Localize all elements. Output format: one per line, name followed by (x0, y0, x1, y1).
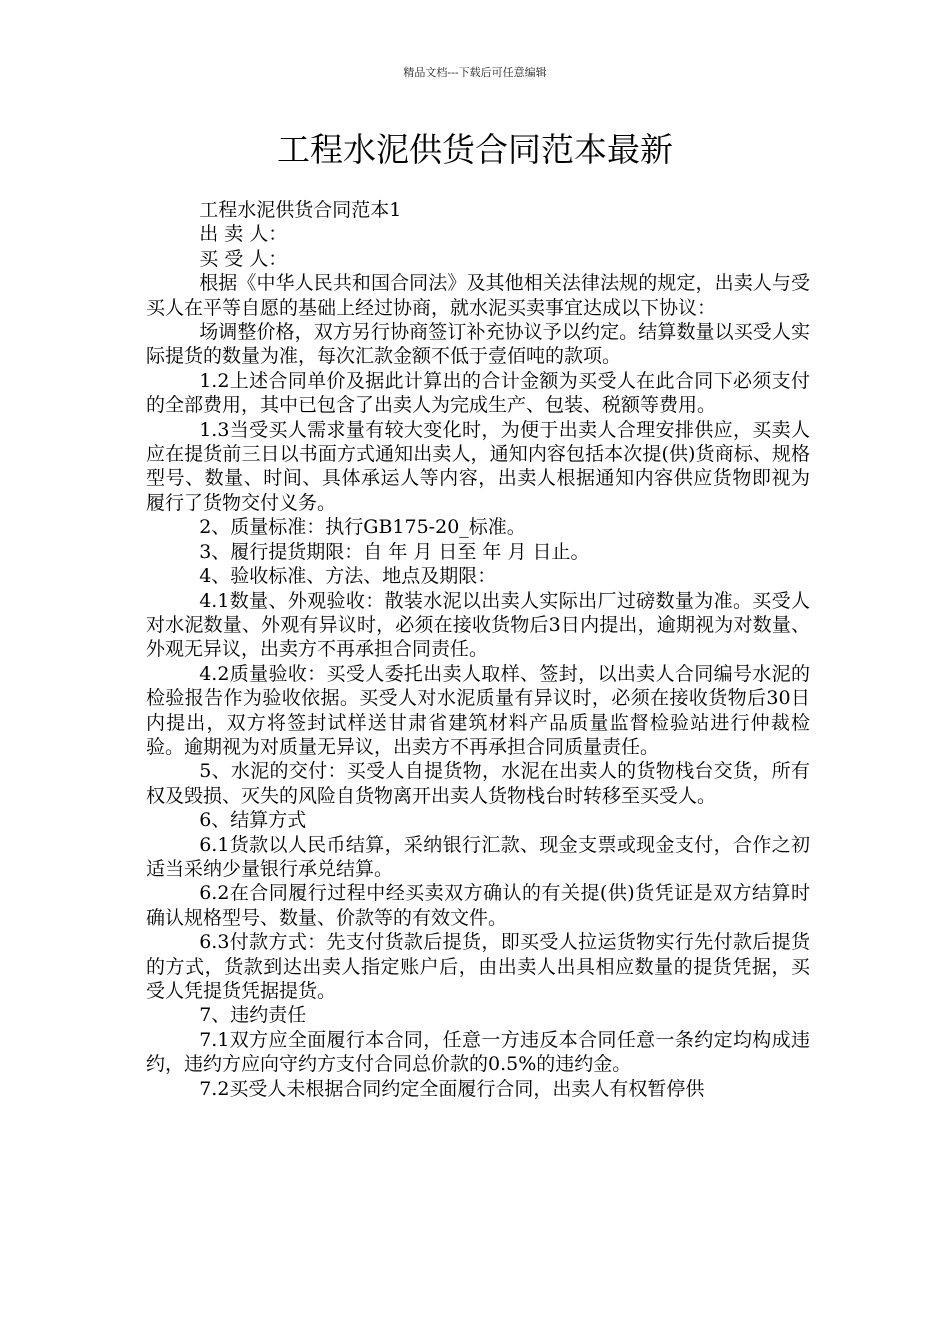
paragraph-19: 7.1双方应全面履行本合同，任意一方违反本合同任意一条约定均构成违约，违约方应向守约方支付合同总价款的0.5%的违约金。 (146, 1028, 810, 1076)
paragraph-14: 6、结算方式 (199, 809, 307, 832)
paragraph-13: 5、水泥的交付：买受人自提货物，水泥在出卖人的货物栈台交货，所有权及毁损、灭失的风险自货物离开出卖人货物栈台时转移至买受人。 (146, 760, 810, 807)
paragraph-15: 6.1货款以人民币结算，采纳银行汇款、现金支票或现金支付，合作之初适当采纳少量银行承兑结算。 (146, 833, 810, 880)
paragraph-2: 出 卖 人： (199, 223, 288, 246)
paragraph-12: 4.2质量验收：买受人委托出卖人取样、签封，以出卖人合同编号水泥的检验报告作为验收依据。买受人对水泥质量有异议时，必须在接收货物后30日内提出，双方将签封试样送甘肃省建筑材料产品质量监督检验站进行仲裁检验。逾期视为对质量无异议，出卖方不再承担合同质量责任。 (146, 662, 810, 758)
paragraph-3: 买 受 人： (199, 247, 288, 270)
document-title: 工程水泥供货合同范本最新 (277, 130, 673, 169)
paragraph-18: 7、违约责任 (199, 1004, 307, 1027)
paragraph-7: 1.3当受买人需求量有较大变化时，为便于出卖人合理安排供应，买卖人应在提货前三日以书面方式通知出卖人，通知内容包括本次提(供)货商标、规格型号、数量、时间、具体承运人等内容，出卖人根据通知内容供应货物即视为履行了货物交付义务。 (146, 418, 810, 514)
paragraph-17: 6.3付款方式：先支付货款后提货，即买受人拉运货物实行先付款后提货的方式，货款到达出卖人指定账户后，由出卖人出具相应数量的提货凭据，买受人凭提货凭据提货。 (146, 931, 810, 1002)
paragraph-6: 1.2上述合同单价及据此计算出的合计金额为买受人在此合同下必须支付的全部费用，其中已包含了出卖人为完成生产、包装、税额等费用。 (146, 369, 810, 417)
paragraph-8: 2、质量标准：执行GB175-20_标准。 (199, 516, 526, 539)
paragraph-16: 6.2在合同履行过程中经买卖双方确认的有关提(供)货凭证是双方结算时确认规格型号、数量、价款等的有效文件。 (146, 882, 810, 929)
paragraph-5: 场调整价格，双方另行协商签订补充协议予以约定。结算数量以买受人实际提货的数量为准，每次汇款金额不低于壹佰吨的款项。 (146, 321, 810, 368)
paragraph-4: 根据《中华人民共和国合同法》及其他相关法律法规的规定，出卖人与受买人在平等自愿的基础上经过协商，就水泥买卖事宜达成以下协议： (146, 272, 810, 319)
paragraph-10: 4、验收标准、方法、地点及期限： (199, 565, 497, 588)
paragraph-9: 3、履行提货期限：自 年 月 日至 年 月 日止。 (199, 540, 590, 563)
paragraph-20: 7.2买受人未根据合同约定全面履行合同，出卖人有权暂停供 (199, 1077, 705, 1100)
paragraph-1: 工程水泥供货合同范本1 (199, 199, 402, 221)
header-note: 精品文档---下载后可任意编辑 (403, 66, 547, 79)
document-body (146, 198, 810, 1101)
paragraph-11: 4.1数量、外观验收：散装水泥以出卖人实际出厂过磅数量为准。买受人对水泥数量、外观有异议时，必须在接收货物后3日内提出，逾期视为对数量、外观无异议，出卖方不再承担合同责任。 (146, 589, 810, 661)
